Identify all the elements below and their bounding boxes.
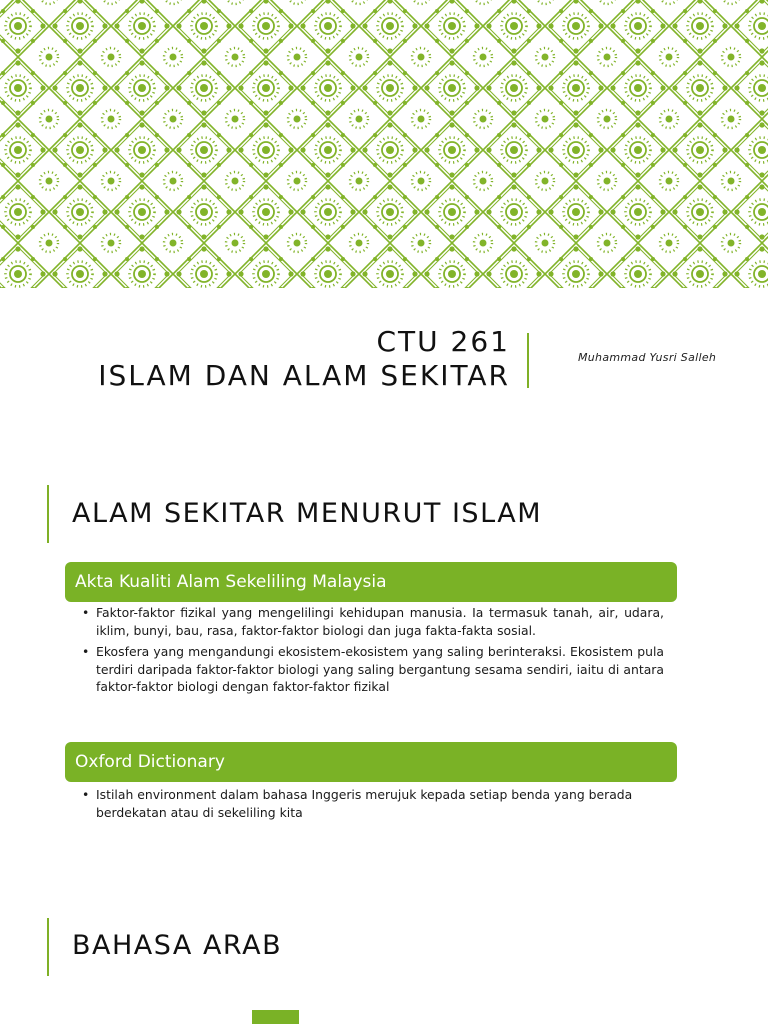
course-title: ISLAM DAN ALAM SEKITAR	[98, 359, 510, 392]
bullet-icon: •	[82, 605, 90, 620]
bullet-icon: •	[82, 787, 90, 802]
list-item: • Faktor-faktor fizikal yang mengelilingi kehidupan manusia. Ia termasuk tanah, air, udara, iklim, bunyi, bau, rasa, faktor-faktor biologi dan juga fakta-fakta sosial.	[82, 605, 664, 638]
definition-header-akta: Akta Kualiti Alam Sekeliling Malaysia	[65, 562, 677, 602]
bullet-icon: •	[82, 644, 90, 659]
course-code: CTU 261	[376, 325, 510, 358]
author-name: Muhammad Yusri Salleh	[578, 351, 717, 364]
green-slide-tab	[252, 1010, 299, 1024]
list-item: • Istilah environment dalam bahasa Inggeris merujuk kepada setiap benda yang berada berdekatan atau di sekeliling kita	[82, 787, 633, 820]
presentation-title	[98, 325, 510, 393]
section-heading-bahasa-arab: BAHASA ARAB	[72, 930, 283, 961]
section-accent-bar	[47, 918, 49, 976]
definition-header-oxford: Oxford Dictionary	[65, 742, 677, 782]
akta-bullet-list	[82, 604, 664, 700]
section-accent-bar	[47, 485, 49, 543]
list-item: • Ekosfera yang mengandungi ekosistem-ekosistem yang saling berinteraksi. Ekosistem pula terdiri daripada faktor-faktor biologi yang saling bergantung sesama sendiri, iaitu di antara faktor-faktor biologi dengan faktor-faktor fizikal	[82, 644, 664, 694]
oxford-bullet-list	[82, 786, 664, 825]
section-heading-alam-sekitar: ALAM SEKITAR MENURUT ISLAM	[72, 498, 542, 529]
islamic-geometric-pattern	[0, 0, 768, 288]
title-divider	[527, 333, 529, 388]
